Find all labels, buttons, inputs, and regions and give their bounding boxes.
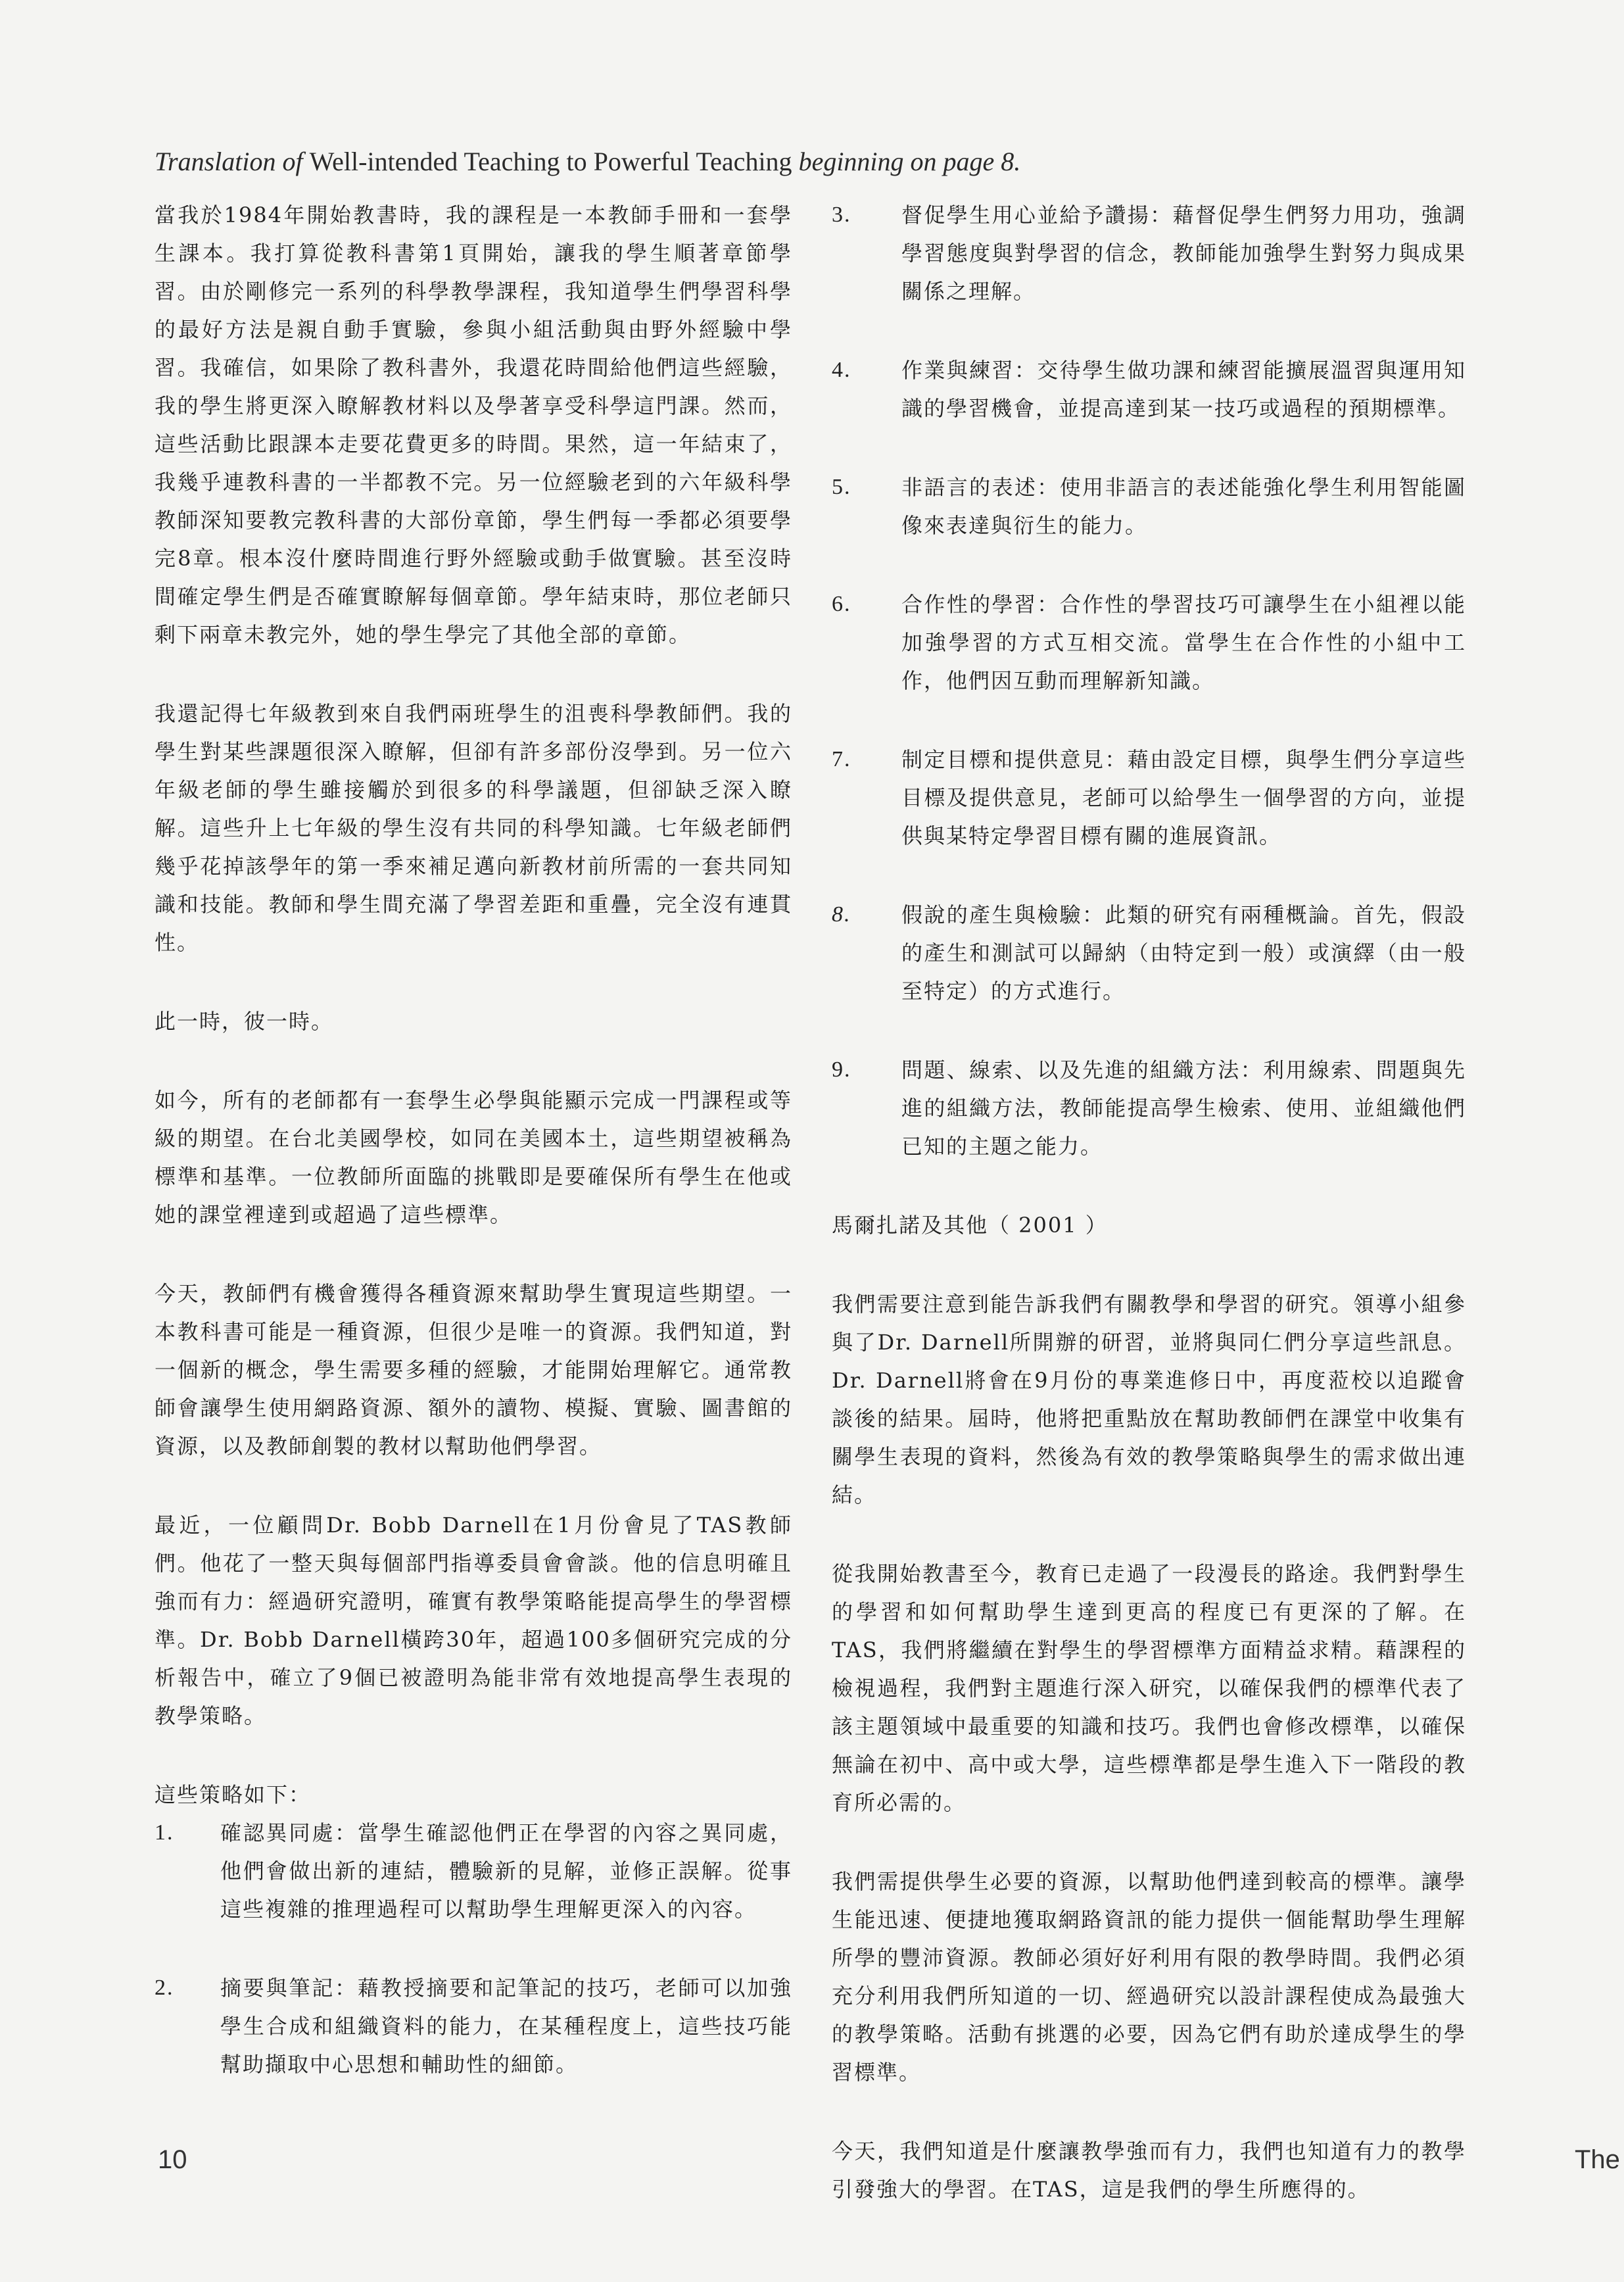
list-item xyxy=(832,1051,1466,1165)
list-item xyxy=(832,196,1466,310)
continued-text: The xyxy=(1575,2145,1620,2174)
list-item xyxy=(832,740,1466,855)
list-item xyxy=(832,896,1466,1010)
list-item-text: 非語言的表述：使用非語言的表述能強化學生利用智能圖像來表達與衍生的能力。 xyxy=(901,475,1466,538)
header-prefix: Translation of xyxy=(155,147,310,176)
list-intro: 這些策略如下： xyxy=(155,1782,312,1807)
paragraph: 今天，我們知道是什麼讓教學強而有力，我們也知道有力的教學引發強大的學習。在TAS，這是我們的學生所應得的。 xyxy=(832,2139,1466,2202)
paragraph: 當我於1984年開始教書時，我的課程是一本教師手冊和一套學生課本。我打算從教科書第1頁開始，讓我的學生順著章節學習。由於剛修完一系列的科學教學課程，我知道學生們學習科學的最好方法是親自動手實驗，參與小組活動與由野外經驗中學習。我確信，如果除了教科書外，我還花時間給他們這些經驗，我的學生將更深入瞭解教材料以及學著享受科學這門課。然而，這些活動比跟課本走要花費更多的時間。果然，這一年結束了，我幾乎連教科書的一半都教不完。另一位經驗老到的六年級科學教師深知要教完教科書的大部份章節，學生們每一季都必須要學完8章。根本沒什麼時間進行野外經驗或動手做實驗。甚至沒時間確定學生們是否確實瞭解每個章節。學年結束時，那位老師只剩下兩章未教完外，她的學生學完了其他全部的章節。 xyxy=(155,203,792,647)
list-item-number: 4. xyxy=(832,358,851,382)
paragraph: 此一時，彼一時。 xyxy=(155,1009,334,1034)
paragraph: 如今，所有的老師都有一套學生必學與能顯示完成一門課程或等級的期望。在台北美國學校，如同在美國本土，這些期望被稱為標準和基準。一位教師所面臨的挑戰即是要確保所有學生在他或她的課堂裡達到或超過了這些標準。 xyxy=(155,1088,792,1227)
list-item-number: 1. xyxy=(155,1820,174,1845)
list-item-number: 7. xyxy=(832,747,851,771)
left-column xyxy=(155,196,792,2124)
header-title: Well-intended Teaching to Powerful Teaching xyxy=(309,147,792,176)
list-item-text: 摘要與筆記：藉教授摘要和記筆記的技巧，老師可以加強學生合成和組織資料的能力，在某種程度上，這些技巧能幫助擷取中心思想和輔助性的細節。 xyxy=(220,1976,792,2077)
list-item-number: 3. xyxy=(832,203,851,227)
paragraph: 最近，一位顧問Dr. Bobb Darnell在1月份會見了TAS教師們。他花了一整天與每個部門指導委員會會談。他的信息明確且強而有力：經過研究證明，確實有教學策略能提高學生的學習標準。Dr. Bobb Darnell橫跨30年，超過100多個研究完成的分析報告中，確立了9個已被證明為能非常有效地提高學生表現的教學策略。 xyxy=(155,1513,792,1728)
list-item-text: 合作性的學習：合作性的學習技巧可讓學生在小組裡以能加強學習的方式互相交流。當學生在合作性的小組中工作，他們因互動而理解新知識。 xyxy=(901,592,1466,693)
paragraph: 從我開始教書至今，教育已走過了一段漫長的路途。我們對學生的學習和如何幫助學生達到更高的程度已有更深的了解。在TAS，我們將繼續在對學生的學習標準方面精益求精。藉課程的檢視過程，我們對主題進行深入研究，以確保我們的標準代表了該主題領域中最重要的知識和技巧。我們也會修改標準，以確保無論在初中、高中或大學，這些標準都是學生進入下一階段的教育所必需的。 xyxy=(832,1561,1466,1815)
page-header xyxy=(155,146,1469,177)
list-item-number: 5. xyxy=(832,475,851,499)
list-item-number: 9. xyxy=(832,1057,851,1082)
list-item-text: 問題、線索、以及先進的組織方法：利用線索、問題與先進的組織方法，教師能提高學生檢索、使用、並組織他們已知的主題之能力。 xyxy=(901,1057,1466,1159)
list-item xyxy=(832,351,1466,427)
right-column xyxy=(832,196,1466,2249)
list-item xyxy=(155,1814,792,1928)
paragraph: 今天，教師們有機會獲得各種資源來幫助學生實現這些期望。一本教科書可能是一種資源，但很少是唯一的資源。我們知道，對一個新的概念，學生需要多種的經驗，才能開始理解它。通常教師會讓學生使用網路資源、額外的讀物、模擬、實驗、圖書館的資源，以及教師創製的教材以幫助他們學習。 xyxy=(155,1281,792,1459)
list-item-number: 6. xyxy=(832,592,851,616)
list-item-text: 作業與練習：交待學生做功課和練習能擴展溫習與運用知識的學習機會，並提高達到某一技巧或過程的預期標準。 xyxy=(901,358,1466,421)
paragraph: 我還記得七年級教到來自我們兩班學生的沮喪科學教師們。我的學生對某些課題很深入瞭解，但卻有許多部份沒學到。另一位六年級老師的學生雖接觸於到很多的科學議題，但卻缺乏深入瞭解。這些升上七年級的學生沒有共同的科學知識。七年級老師們幾乎花掉該學年的第一季來補足邁向新教材前所需的一套共同知識和技能。教師和學生間充滿了學習差距和重疊，完全沒有連貫性。 xyxy=(155,701,792,955)
list-item-text: 假說的產生與檢驗：此類的研究有兩種概論。首先，假設的產生和測試可以歸納（由特定到一般）或演繹（由一般至特定）的方式進行。 xyxy=(901,902,1466,1004)
list-item-text: 制定目標和提供意見：藉由設定目標，與學生們分享這些目標及提供意見，老師可以給學生一個學習的方向，並提供與某特定學習目標有關的進展資訊。 xyxy=(901,747,1466,848)
citation: 馬爾扎諾及其他（ 2001 ） xyxy=(832,1213,1108,1238)
page-number: 10 xyxy=(158,2145,187,2174)
list-item-number: 8. xyxy=(832,902,851,927)
header-suffix: beginning on page 8. xyxy=(792,147,1021,176)
list-item xyxy=(832,468,1466,545)
list-item-number: 2. xyxy=(155,1976,174,2000)
list-item xyxy=(832,585,1466,700)
list-item-text: 確認異同處：當學生確認他們正在學習的內容之異同處，他們會做出新的連結，體驗新的見解，並修正誤解。從事這些複雜的推理過程可以幫助學生理解更深入的內容。 xyxy=(220,1820,792,1922)
paragraph: 我們需要注意到能告訴我們有關教學和學習的研究。領導小組參與了Dr. Darnell所開辦的研習，並將與同仁們分享這些訊息。Dr. Darnell將會在9月份的專業進修日中，再度蒞校以追蹤會談後的結果。屆時，他將把重點放在幫助教師們在課堂中收集有關學生表現的資料，然後為有效的教學策略與學生的需求做出連結。 xyxy=(832,1292,1466,1507)
list-item xyxy=(155,1969,792,2083)
paragraph: 我們需提供學生必要的資源，以幫助他們達到較高的標準。讓學生能迅速、便捷地獲取網路資訊的能力提供一個能幫助學生理解所學的豐沛資源。教師必須好好利用有限的教學時間。我們必須充分利用我們所知道的一切、經過研究以設計課程使成為最強大的教學策略。活動有挑選的必要，因為它們有助於達成學生的學習標準。 xyxy=(832,1869,1466,2085)
list-item-text: 督促學生用心並給予讚揚：藉督促學生們努力用功，強調學習態度與對學習的信念，教師能加強學生對努力與成果關係之理解。 xyxy=(901,203,1466,304)
